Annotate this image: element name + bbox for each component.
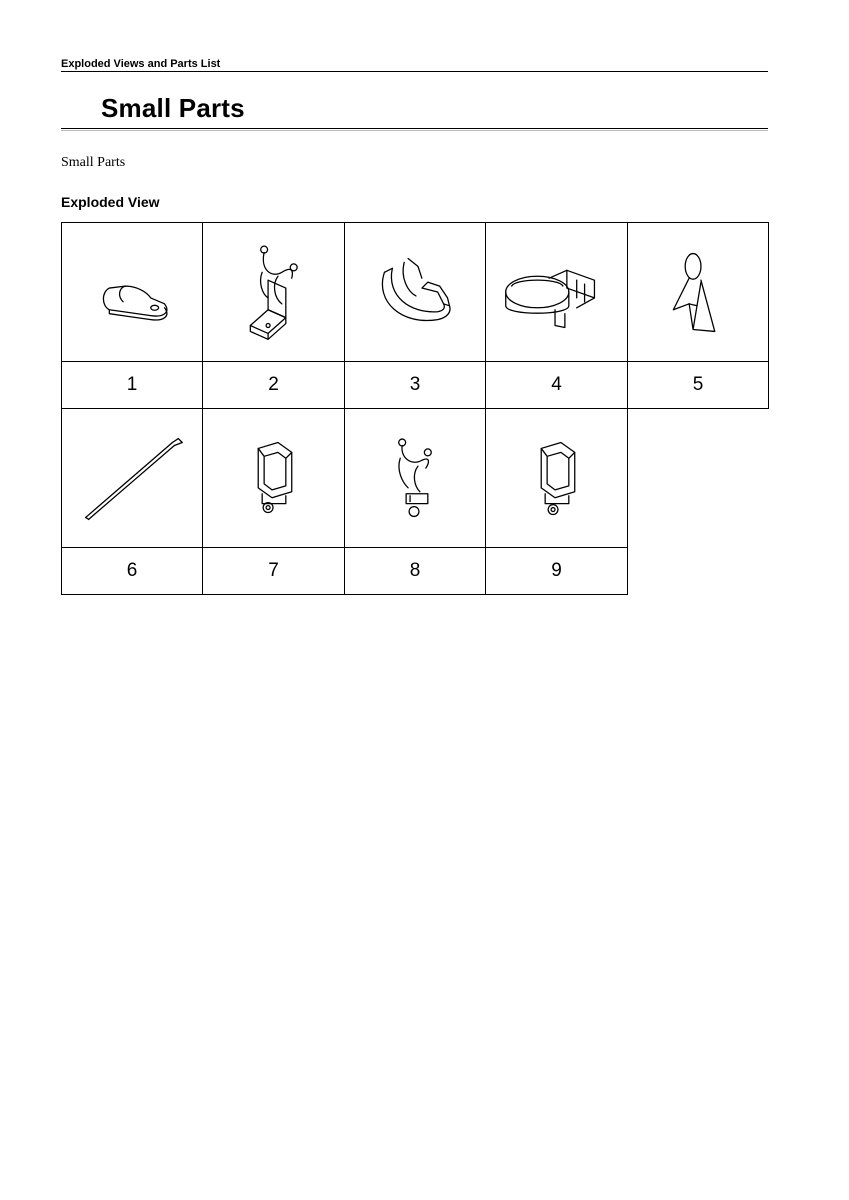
intro-text: Small Parts — [61, 155, 126, 170]
section-title: Small Parts — [101, 93, 245, 123]
part-image-2 — [202, 222, 345, 362]
part-image-9 — [485, 408, 628, 548]
title-rule — [61, 128, 768, 129]
part-image-4 — [485, 222, 628, 362]
part-number-6: 6 — [61, 547, 203, 595]
part-image-6 — [61, 408, 203, 548]
part-image-1 — [61, 222, 203, 362]
title-rule-shadow — [61, 130, 768, 131]
part-image-7 — [202, 408, 345, 548]
p-clamp-icon — [62, 223, 202, 361]
part-image-3 — [344, 222, 486, 362]
running-header: Exploded Views and Parts List — [61, 58, 221, 70]
part-number-4: 4 — [485, 361, 628, 409]
part-number-8: 8 — [344, 547, 486, 595]
part-image-5 — [627, 222, 769, 362]
triangle-wire-clip-icon — [628, 223, 768, 361]
part-number-3: 3 — [344, 361, 486, 409]
part-number-2: 2 — [202, 361, 345, 409]
part-image-8 — [344, 408, 486, 548]
part-number-5: 5 — [627, 361, 769, 409]
wire-clip-icon — [345, 409, 485, 547]
u-clip-icon — [345, 223, 485, 361]
part-number-9: 9 — [485, 547, 628, 595]
exploded-view-heading: Exploded View — [61, 194, 160, 210]
bracket-wire-clip-icon — [203, 223, 344, 361]
cable-holder-icon — [203, 409, 344, 547]
cable-tie-icon — [62, 409, 202, 547]
pipe-clamp-icon — [486, 223, 627, 361]
part-number-1: 1 — [61, 361, 203, 409]
header-rule — [61, 71, 768, 72]
part-number-7: 7 — [202, 547, 345, 595]
cable-holder-icon — [486, 409, 627, 547]
